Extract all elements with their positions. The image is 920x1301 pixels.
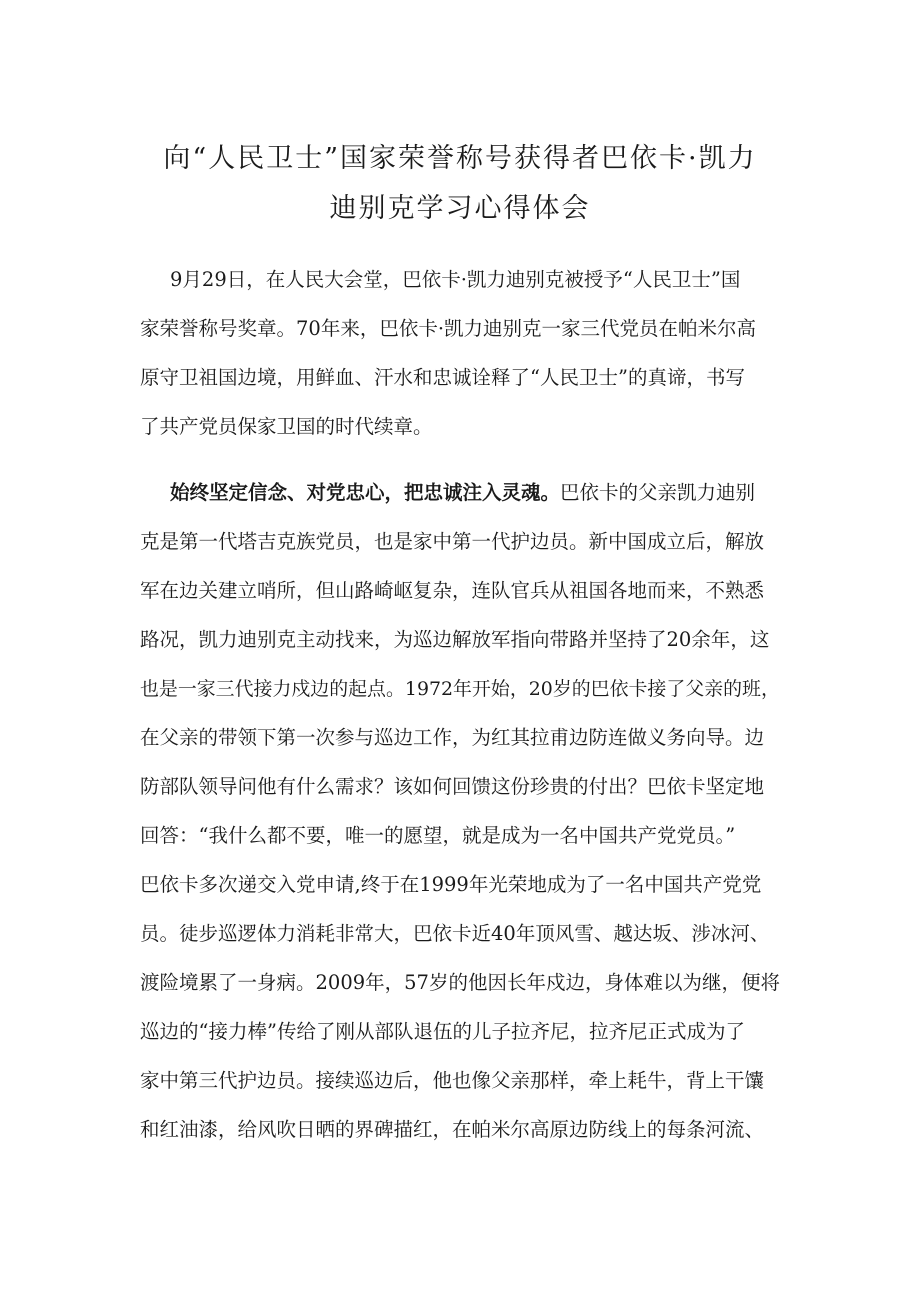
- paragraph-line: 家荣誉称号奖章。70年来，巴依卡·凯力迪别克一家三代党员在帕米尔高: [140, 317, 757, 340]
- paragraph-text: 巴依卡的父亲凯力迪别: [560, 481, 756, 504]
- paragraph-line: 也是一家三代接力戍边的起点。1972年开始，20岁的巴依卡接了父亲的班，: [140, 678, 780, 700]
- paragraph-line: 和红油漆，给风吹日晒的界碑描红，在帕米尔高原边防线上的每条河流、: [140, 1118, 765, 1141]
- paragraph-line: 路况，凯力迪别克主动找来，为巡边解放军指向带路并坚持了20余年，这: [140, 628, 770, 651]
- paragraph-line: 防部队领导问他有什么需求？该如何回馈这份珍贵的付出？巴依卡坚定地: [140, 775, 765, 798]
- paragraph-first-line: [170, 477, 780, 509]
- paragraph-line: 克是第一代塔吉克族党员，也是家中第一代护边员。新中国成立后，解放: [140, 530, 765, 553]
- paragraph-line: 回答：“我什么都不要，唯一的愿望，就是成为一名中国共产党党员。”: [140, 824, 736, 847]
- paragraph-line: 原守卫祖国边境，用鲜血、汗水和忠诚诠释了“人民卫士”的真谛，书写: [140, 366, 745, 389]
- paragraph-lead-bold: 始终坚定信念、对党忠心，把忠诚注入灵魂。: [170, 481, 561, 504]
- paragraph-line: 家中第三代护边员。接续巡边后，他也像父亲那样，牵上耗牛，背上干馕: [140, 1069, 765, 1092]
- paragraph-line: 员。徒步巡逻体力消耗非常大，巴依卡近40年顶风雪、越达坂、涉冰河、: [140, 922, 770, 945]
- document-title-line-1: 向“人民卫士”国家荣誉称号获得者巴依卡·凯力: [163, 143, 757, 174]
- paragraph-line: 渡险境累了一身病。2009年，57岁的他因长年戍边，身体难以为继，便将: [140, 971, 780, 994]
- paragraph-line: 了共产党员保家卫国的时代续章。: [140, 415, 433, 438]
- paragraph-line: 在父亲的带领下第一次参与巡边工作，为红其拉甫边防连做义务向导。边: [140, 726, 765, 749]
- paragraph-line: 军在边关建立哨所，但山路崎岖复杂，连队官兵从祖国各地而来，不熟悉: [140, 579, 765, 602]
- paragraph-line: 巡边的“接力棒”传给了刚从部队退伍的儿子拉齐尼，拉齐尼正式成为了: [140, 1020, 745, 1043]
- document-title-line-2: 迪别克学习心得体会: [329, 193, 591, 224]
- paragraph-line: 9月29日，在人民大会堂，巴依卡·凯力迪别克被授予“人民卫士”国: [170, 268, 741, 291]
- paragraph-line: 巴依卡多次递交入党申请,终于在1999年光荣地成为了一名中国共产党党: [140, 873, 762, 896]
